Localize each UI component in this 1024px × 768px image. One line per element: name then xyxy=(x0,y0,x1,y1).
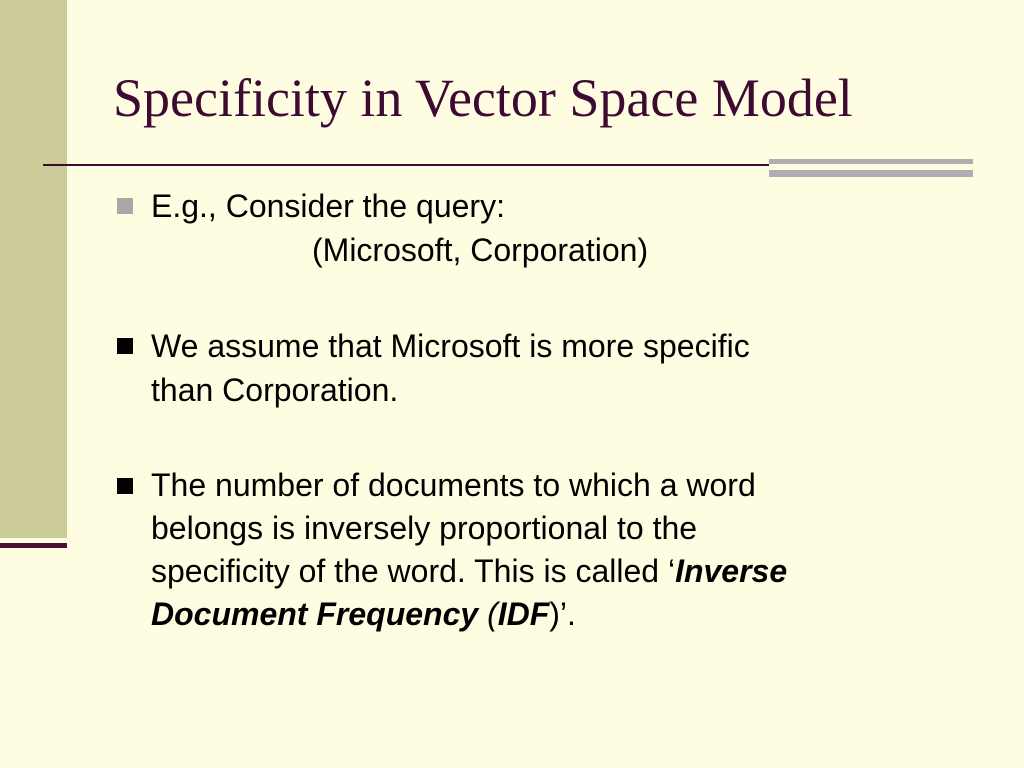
bullet-query-example xyxy=(113,184,973,228)
bullet-line-3: specificity of the word. This is called ‘ xyxy=(151,553,676,589)
bullet-square-icon xyxy=(117,338,133,354)
idf-suffix: )’. xyxy=(549,596,576,632)
bullet-text: E.g., Consider the query: xyxy=(151,188,505,224)
bullet-square-icon xyxy=(117,478,133,494)
gray-accent-bar-top xyxy=(769,159,973,164)
slide-body xyxy=(113,184,973,636)
slide-title: Specificity in Vector Space Model xyxy=(113,68,853,128)
idf-paren-open: ( xyxy=(478,596,498,632)
bullet-line-1: The number of documents to which a word xyxy=(151,467,756,503)
bullet-specificity-assumption xyxy=(113,324,973,412)
title-underline xyxy=(43,164,769,166)
idf-term-part-2: Document Frequency xyxy=(151,596,479,632)
bullet-line-2: belongs is inversely proportional to the xyxy=(151,510,698,546)
idf-abbreviation: IDF xyxy=(497,596,550,632)
gray-accent-bar-bottom xyxy=(769,170,973,177)
bullet-line-2: than Corporation. xyxy=(151,372,399,408)
bullet-idf-definition xyxy=(113,464,973,636)
title-underline-gray-accent xyxy=(769,159,973,178)
left-decor-bar xyxy=(0,0,67,538)
query-terms: (Microsoft, Corporation) xyxy=(312,232,649,268)
left-decor-underline xyxy=(0,543,67,548)
bullet-line-1: We assume that Microsoft is more specific xyxy=(151,328,750,364)
idf-term-part-1: Inverse xyxy=(675,553,788,589)
bullet-square-icon xyxy=(117,198,133,214)
